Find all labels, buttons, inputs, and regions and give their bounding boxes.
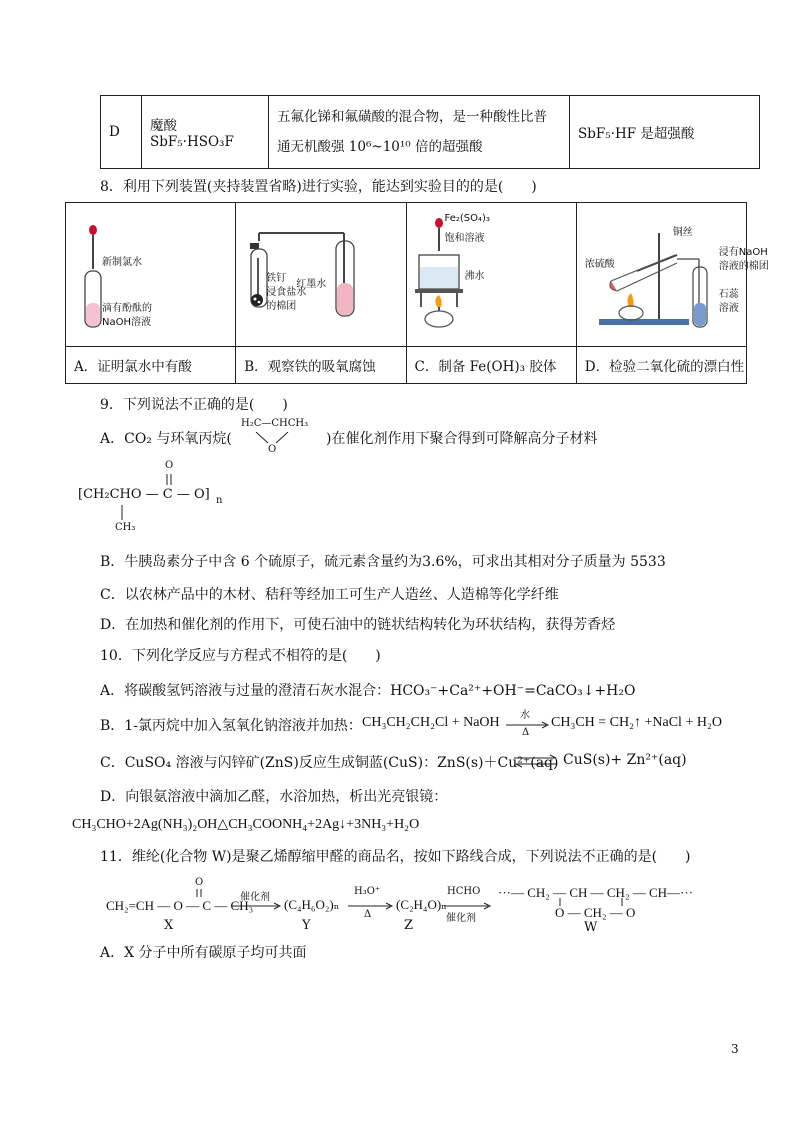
figure-d [576,203,769,347]
label-iron-nail: 铁钉 [266,273,287,284]
q10-b-products: CH₃CH = CH₂↑ +NaCl + H₂O [551,715,722,730]
step1-arrow [232,902,282,910]
label-litmus-solution: 溶液 [718,303,739,314]
q8-option-c[interactable]: C．制备 Fe(OH)₃ 胶体 [406,347,576,384]
step2-top: H₃O⁺ [354,886,381,897]
z-formula: (C₂H₄O)ₙ [396,897,447,912]
polymer-chain: [CH₂CHO — C — O] [78,487,210,502]
figure-a [66,203,236,347]
label-litmus: 石蕊 [718,289,739,300]
q8-option-b[interactable]: B．观察铁的吸氧腐蚀 [236,347,406,384]
desc-line-2: 通无机酸强 10⁶~10¹⁰ 倍的超强酸 [277,139,483,155]
polymer-methyl-bond [119,505,125,521]
q9-option-d[interactable]: D．在加热和催化剂的作用下，可使石油中的链状结构转化为环状结构，获得芳香烃 [100,617,616,633]
x-formula: CH₂=CH — O — C — CH₃ [106,898,254,913]
acid-name: 魔酸 SbF₅·HSO₃F [142,96,269,169]
y-label: Y [302,918,311,933]
q10-option-b-text[interactable]: B．1-氯丙烷中加入氢氧化钠溶液并加热： [100,718,362,734]
q9-stem: 9．下列说法不正确的是( ) [100,397,288,413]
step3-bottom: 催化剂 [446,913,476,924]
q10-option-a[interactable]: A．将碳酸氢钙溶液与过量的澄清石灰水混合：HCO₃⁻+Ca²⁺+OH⁻=CaCO₃↓+H₂O [100,683,636,699]
q10-b-reactants: CH₃CH₂CH₂Cl + NaOH [362,715,500,730]
q11-option-a[interactable]: A．X 分子中所有碳原子均可共面 [100,945,307,961]
q8-option-d[interactable]: D．检验二氧化硫的漂白性 [576,347,746,384]
acid-table [100,95,760,169]
w-ring: O — CH₂ — O [555,905,636,920]
label-saturated-solution: 饱和溶液 [444,233,485,244]
x-double-bond [194,889,204,898]
label-red-ink: 红墨水 [296,279,327,290]
desc-line-1: 五氟化锑和氟磺酸的混合物，是一种酸性比普 [277,109,547,125]
row-letter: D [101,96,142,169]
q9-option-a-pre[interactable]: A．CO₂ 与环氧丙烷( [100,431,232,447]
z-label: Z [404,918,414,933]
step3-top: HCHO [447,886,481,897]
q10-c-products: CuS(s)+ Zn²⁺(aq) [563,752,687,768]
w-label: W [584,920,598,935]
label-cotton: 的棉团 [266,301,297,312]
q10-option-d-text[interactable]: D．向银氨溶液中滴加乙醛，水浴加热，析出光亮银镜： [100,789,448,805]
step2-bottom: Δ [364,909,372,920]
q8-stem: 8．利用下列装置(夹持装置省略)进行实验，能达到实验目的的是( ) [100,179,537,195]
label-copper-wire: 铜丝 [672,227,693,238]
q10-stem: 10．下列化学反应与方程式不相符的是( ) [100,648,381,664]
acid-conclusion: SbF₅·HF 是超强酸 [570,96,760,169]
label-chlorine-water: 新制氯水 [102,257,142,268]
polymer-n: n [216,495,223,506]
q11-stem: 11．维纶(化合物 W)是聚乙烯醇缩甲醛的商品名，按如下路线合成，下列说法不正确的是( ) [100,849,691,865]
q10-option-c-text[interactable]: C．CuSO₄ 溶液与闪锌矿(ZnS)反应生成铜蓝(CuS)：ZnS(s)＋Cu²⁺(aq) [100,755,559,771]
x-label: X [164,918,174,933]
polymer-carbonyl-o: O [165,460,174,471]
q9-option-c[interactable]: C．以农林产品中的木材、秸秆等经加工可生产人造丝、人造棉等化学纤维 [100,587,559,603]
step1-catalyst: 催化剂 [240,892,270,903]
x-carbonyl-o: O [195,877,204,888]
q10-b-cond-top: 水 [520,710,530,721]
q10-b-cond-bottom: Δ [522,727,530,738]
acid-description [269,96,570,169]
polymer-methyl: CH₃ [115,522,136,533]
y-formula: (C₄H₆O₂)ₙ [284,897,340,912]
label-cotton-ball: 溶液的棉团 [718,261,769,272]
page-number: 3 [731,1042,739,1056]
label-salt-water: 浸食盐水 [266,287,307,298]
label-fe2so43: Fe₂(SO₄)₃ [444,213,490,224]
q8-apparatus-table [65,202,769,384]
figure-c [406,203,576,347]
epoxide-oxygen: O [268,444,277,455]
label-naoh-soaked: 浸有NaOH [718,247,768,258]
label-phenolphthalein: 滴有酚酞的 [102,303,152,314]
w-chain: ···— CH₂ — CH — CH₂ — CH—··· [498,885,694,900]
q10-c-equilibrium-arrow [514,754,558,768]
polymer-double-bond [164,474,174,486]
label-conc-h2so4: 浓硫酸 [584,259,615,270]
q10-d-equation: CH₃CHO+2Ag(NH₃)₂OH△CH₃COONH₄+2Ag↓+3NH₃+H₂O [72,817,420,832]
label-boiling-water: 沸水 [464,271,485,282]
q9-option-a-post: )在催化剂作用下聚合得到可降解高分子材料 [326,431,598,447]
figure-b [236,203,406,347]
epoxide-top: H₂C—CHCH₃ [241,418,309,429]
q8-option-a[interactable]: A．证明氯水中有酸 [66,347,236,384]
label-naoh: NaOH溶液 [102,317,151,328]
q9-option-b[interactable]: B．牛胰岛素分子中含 6 个硫原子，硫元素含量约为3.6%，可求出其相对分子质量为 5533 [100,554,666,570]
